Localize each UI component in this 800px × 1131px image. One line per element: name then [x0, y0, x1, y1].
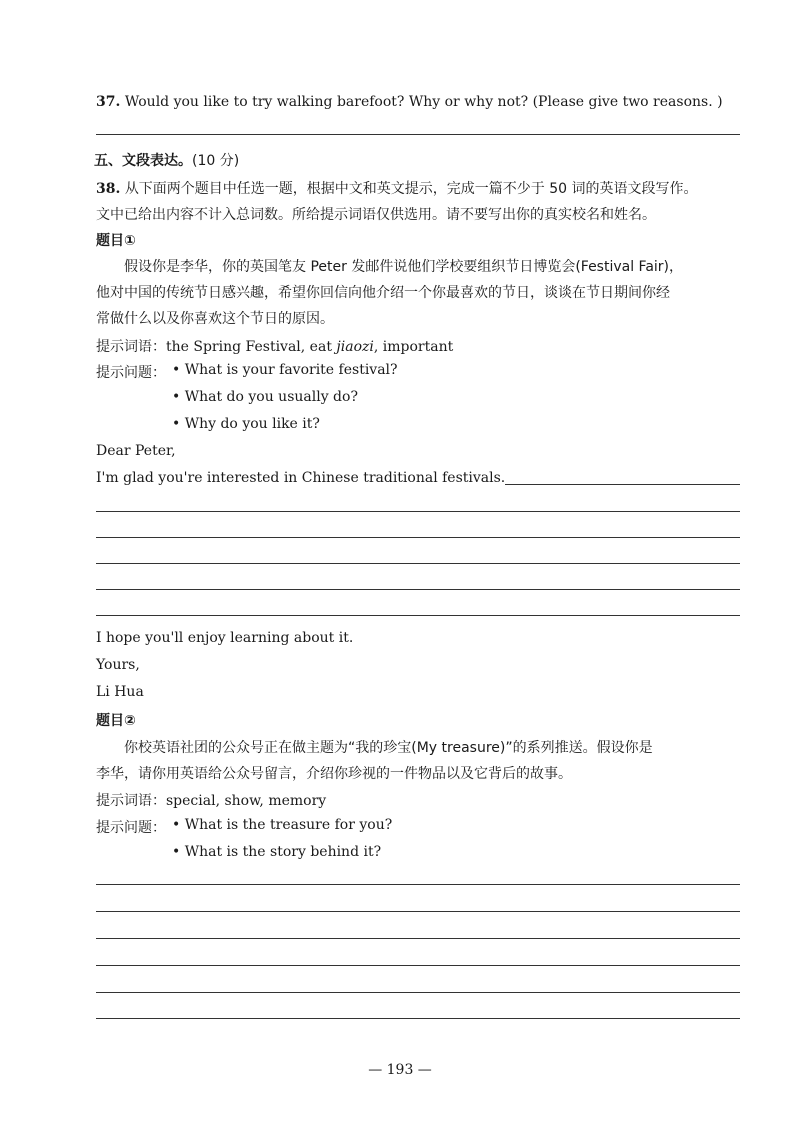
- page-number: — 193 —: [368, 1062, 432, 1078]
- writing-line[interactable]: [96, 911, 740, 912]
- writing-line[interactable]: [96, 537, 740, 538]
- hint-words-a: the Spring Festival, eat: [166, 339, 332, 355]
- topic-2-hint-words: [96, 790, 326, 810]
- hint-words-label: 提示词语：: [96, 793, 166, 809]
- topic-2-para-line-1: 你校英语社团的公众号正在做主题为“我的珍宝(My treasure)”的系列推送。假设你是: [124, 740, 653, 756]
- letter-signoff: Yours,: [96, 657, 140, 673]
- section-heading: [94, 150, 239, 170]
- writing-line[interactable]: [96, 938, 740, 939]
- answer-line[interactable]: [96, 134, 740, 135]
- question-37: [96, 94, 723, 110]
- topic-1-title: 题目①: [96, 233, 136, 249]
- question-text: Would you like to try walking barefoot? Why or why not? (Please give two reasons. ): [124, 94, 723, 110]
- writing-line[interactable]: [96, 884, 740, 885]
- writing-line[interactable]: [96, 965, 740, 966]
- hint-words-label: 提示词语：: [96, 339, 166, 355]
- writing-line[interactable]: [96, 615, 740, 616]
- letter-greeting: Dear Peter,: [96, 443, 176, 459]
- topic-1-para-line-2: 他对中国的传统节日感兴趣，希望你回信向他介绍一个你最喜欢的节日，谈谈在节日期间你经: [96, 285, 670, 301]
- instruction-line-2: 文中已给出内容不计入总词数。所给提示词语仅供选用。请不要写出你的真实校名和姓名。: [96, 207, 656, 223]
- hint-words: special, show, memory: [166, 793, 327, 809]
- instruction-line-1: 从下面两个题目中任选一题，根据中文和英文提示，完成一篇不少于 50 词的英语文段写作。: [124, 181, 698, 197]
- topic-1-hint-questions-label: 提示问题：: [96, 365, 166, 381]
- writing-line[interactable]: [96, 589, 740, 590]
- topic-2-para-line-2: 李华，请你用英语给公众号留言，介绍你珍视的一件物品以及它背后的故事。: [96, 766, 572, 782]
- question-38: [96, 178, 698, 198]
- topic-1-para-line-1: 假设你是李华，你的英国笔友 Peter 发邮件说他们学校要组织节日博览会(Festival Fair)，: [124, 259, 684, 275]
- topic-2-hint-questions-label: 提示问题：: [96, 820, 166, 836]
- section-title: 五、文段表达。: [94, 153, 192, 169]
- writing-line[interactable]: [96, 511, 740, 512]
- topic-2-title: 题目②: [96, 713, 136, 729]
- hint-question: • Why do you like it?: [172, 416, 320, 432]
- writing-line[interactable]: [96, 992, 740, 993]
- letter-closing: I hope you'll enjoy learning about it.: [96, 630, 354, 646]
- question-number: 38.: [96, 181, 121, 197]
- section-points: (10 分): [192, 153, 240, 169]
- topic-1-para-line-3: 常做什么以及你喜欢这个节日的原因。: [96, 311, 334, 327]
- writing-line[interactable]: [505, 484, 740, 485]
- hint-words-italic: jiaozi: [336, 339, 374, 355]
- hint-question: • What is the story behind it?: [172, 844, 382, 860]
- hint-question: • What is your favorite festival?: [172, 362, 398, 378]
- hint-question: • What do you usually do?: [172, 389, 358, 405]
- writing-line[interactable]: [96, 1018, 740, 1019]
- writing-line[interactable]: [96, 563, 740, 564]
- topic-1-hint-words: [96, 336, 453, 356]
- hint-words-b: , important: [373, 339, 454, 355]
- letter-opening: I'm glad you're interested in Chinese traditional festivals.: [96, 470, 506, 486]
- hint-question: • What is the treasure for you?: [172, 817, 393, 833]
- letter-name: Li Hua: [96, 684, 144, 700]
- question-number: 37.: [96, 94, 121, 110]
